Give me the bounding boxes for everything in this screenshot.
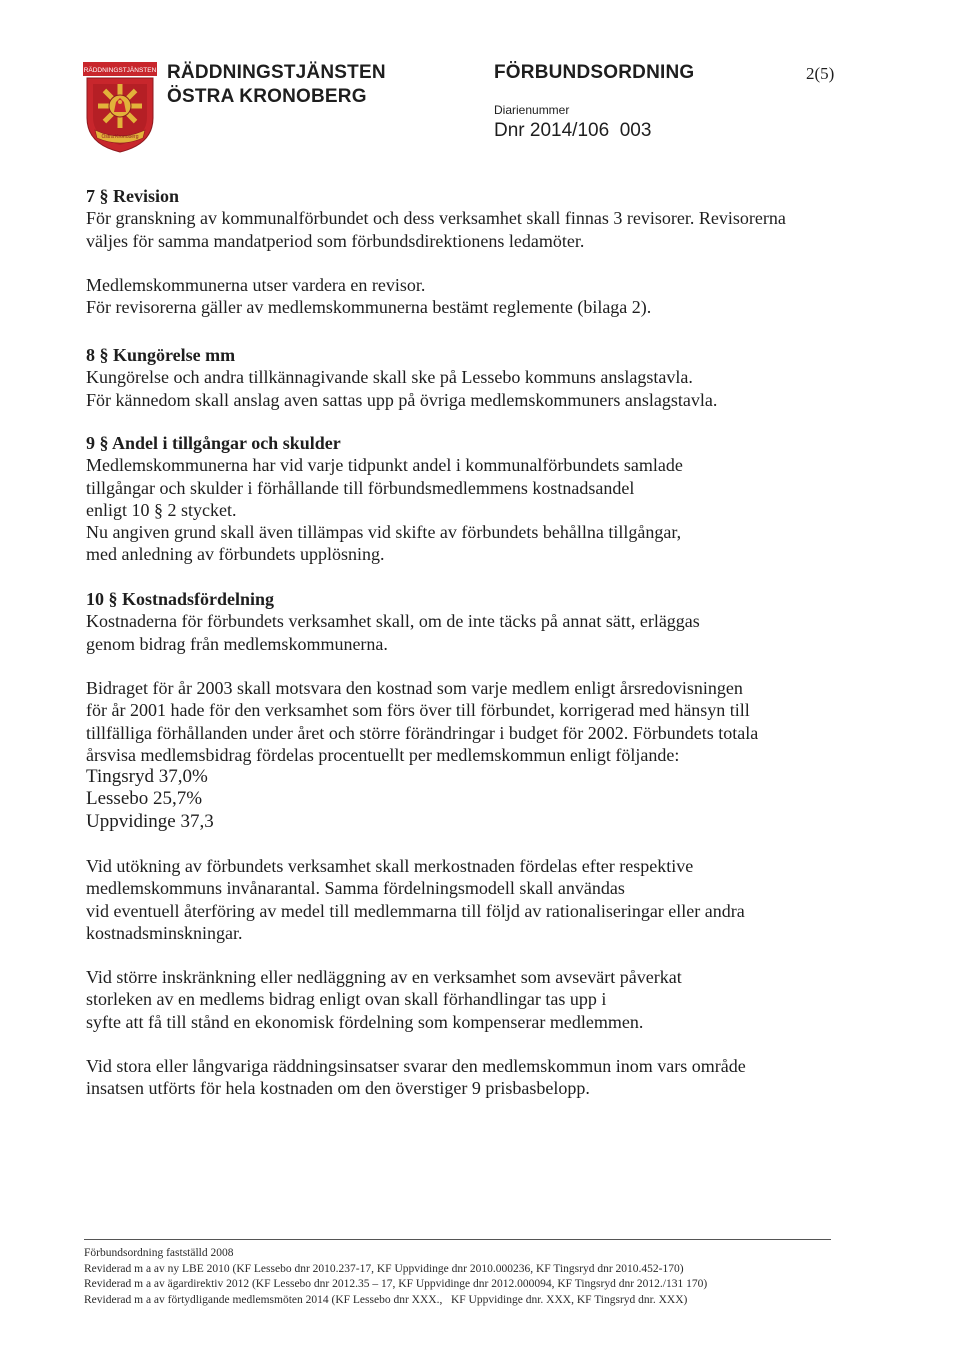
paragraph-line: Vid större inskränkning eller nedläggning av en verksamhet som avsevärt påverkat	[86, 967, 682, 987]
paragraph-line: Bidraget för år 2003 skall motsvara den kostnad som varje medlem enligt årsredovisningen	[86, 678, 743, 698]
member-share-lessebo: Lessebo 25,7%	[86, 788, 203, 810]
paragraph-line: syfte att få till stånd en ekonomisk fördelning som kompenserar medlemmen.	[86, 1011, 644, 1032]
paragraph-line: storleken av en medlems bidrag enligt ovan skall förhandlingar tas upp i	[86, 989, 607, 1010]
paragraph-line: insatsen utförts för hela kostnaden om den överstiger 9 prisbasbelopp.	[86, 1078, 590, 1099]
paragraph-line: Medlemskommunerna har vid varje tidpunkt andel i kommunalförbundets samlade	[86, 455, 683, 476]
paragraph-line: enligt 10 § 2 stycket.	[86, 499, 237, 520]
document-title: FÖRBUNDSORDNING	[494, 62, 695, 83]
paragraph-line: med anledning av förbundets upplösning.	[86, 544, 385, 565]
paragraph-line: medlemskommuns invånarantal. Samma fördelningsmodell skall användas	[86, 878, 625, 899]
paragraph-line: För kännedom skall anslag aven sattas upp på övriga medlemskommuners anslagstavla.	[86, 389, 718, 410]
section-8	[86, 344, 806, 411]
section-10-paragraph-3	[86, 855, 806, 944]
section-10-paragraph-2	[86, 677, 806, 833]
paragraph-line: väljes för samma mandatperiod som förbundsdirektionens ledamöter.	[86, 230, 585, 251]
section-heading: 8 § Kungörelse mm	[86, 345, 236, 365]
member-share-tingsryd: Tingsryd 37,0%	[86, 766, 208, 788]
section-heading: 10 § Kostnadsfördelning	[86, 589, 275, 609]
section-9	[86, 432, 806, 566]
diarie-number: Dnr 2014/106 003	[494, 120, 652, 141]
section-7	[86, 185, 806, 318]
paragraph-line: För revisorerna gäller av medlemskommunerna bestämt reglemente (bilaga 2).	[86, 297, 652, 318]
footer-revision-notes	[84, 1246, 707, 1308]
footer-line: Reviderad m a av ägardirektiv 2012 (KF Lessebo dnr 2012.35 – 17, KF Uppvidinge dnr 2012.000094, KF Tingsryd dnr 2012./131 170)	[84, 1278, 708, 1291]
paragraph-line: Vid utökning av förbundets verksamhet skall merkostnaden fördelas efter respektive	[86, 856, 694, 876]
paragraph-line: vid eventuell återföring av medel till medlemmarna till följd av rationaliseringar eller andra	[86, 900, 745, 921]
member-share-uppvidinge: Uppvidinge 37,3	[86, 810, 214, 832]
footer-line: Förbundsordning fastställd 2008	[84, 1247, 234, 1259]
section-heading: 9 § Andel i tillgångar och skulder	[86, 433, 341, 453]
organization-name-line2: ÖSTRA KRONOBERG	[167, 86, 367, 107]
paragraph-line: genom bidrag från medlemskommunerna.	[86, 633, 388, 654]
paragraph-line: tillgångar och skulder i förhållande till förbundsmedlemmens kostnadsandel	[86, 477, 635, 498]
diarie-label: Diarienummer	[494, 103, 570, 117]
page-number: 2(5)	[806, 64, 835, 83]
section-10-paragraph-5	[86, 1055, 806, 1100]
paragraph-line: För granskning av kommunalförbundet och dess verksamhet skall finnas 3 revisorer. Revisorerna	[86, 208, 786, 229]
paragraph-line: årsvisa medlemsbidrag fördelas procentuellt per medlemskommun enligt följande:	[86, 744, 680, 765]
organization-name-line1: RÄDDNINGSTJÄNSTEN	[167, 62, 386, 83]
paragraph-line: för år 2001 hade för den verksamhet som förs över till förbundet, korrigerad med hänsyn till	[86, 700, 750, 721]
shield-emblem-icon	[83, 62, 157, 154]
footer-line: Reviderad m a av ny LBE 2010 (KF Lessebo dnr 2010.237-17, KF Uppvidinge dnr 2010.000236, KF Tingsryd dnr 2010.452-170)	[84, 1262, 684, 1275]
paragraph-line: Kungörelse och andra tillkännagivande skall ske på Lessebo kommuns anslagstavla.	[86, 367, 693, 388]
paragraph-line: Kostnaderna för förbundets verksamhet skall, om de inte täcks på annat sätt, erläggas	[86, 611, 700, 632]
section-10-paragraph-4	[86, 966, 806, 1033]
organization-logo	[83, 62, 157, 154]
paragraph-line: Nu angiven grund skall även tillämpas vid skifte av förbundets behållna tillgångar,	[86, 522, 682, 543]
section-heading: 7 § Revision	[86, 186, 180, 206]
paragraph-line	[86, 252, 806, 274]
svg-text:Östra Kronoberg: Östra Kronoberg	[101, 134, 139, 140]
paragraph-line: Vid stora eller långvariga räddningsinsatser svarar den medlemskommun inom vars område	[86, 1056, 746, 1076]
footer-line: Reviderad m a av förtydligande medlemsmöten 2014 (KF Lessebo dnr XXX., KF Uppvidinge dnr. XXX, KF Tingsryd dnr. XXX)	[84, 1293, 688, 1306]
paragraph-line: kostnadsminskningar.	[86, 922, 243, 943]
section-10	[86, 588, 806, 655]
paragraph-line: tillfälliga förhållanden under året och större förändringar i budget för 2002. Förbundets totala	[86, 722, 759, 743]
svg-text:RÄDDNINGSTJÄNSTEN: RÄDDNINGSTJÄNSTEN	[83, 67, 157, 74]
footer-divider	[84, 1239, 831, 1240]
paragraph-line: Medlemskommunerna utser vardera en revisor.	[86, 274, 426, 295]
